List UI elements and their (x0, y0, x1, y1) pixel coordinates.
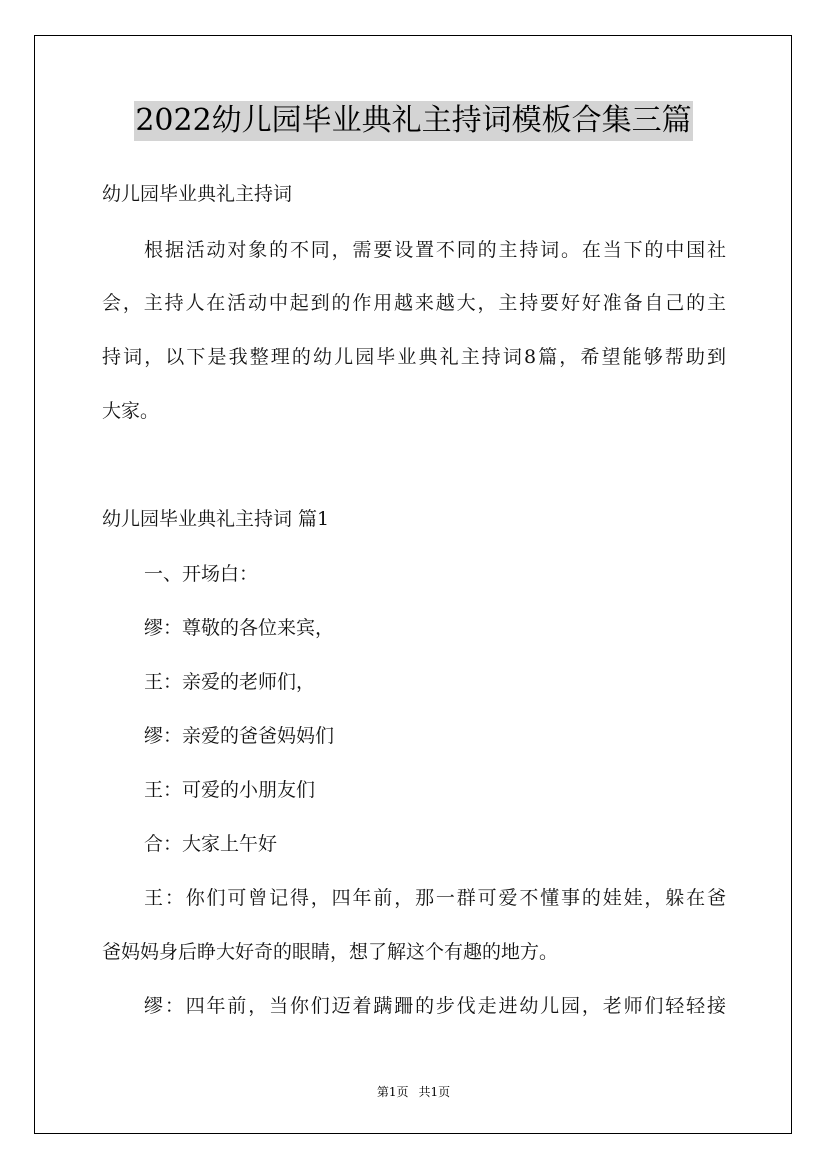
paragraph-line: 缪：尊敬的各位来宾， (144, 617, 335, 639)
paragraph-line: 王：你们可曾记得，四年前，那一群可爱不懂事的娃娃，躲在爸 (144, 887, 726, 909)
paragraph-line: 合：大家上午好 (144, 833, 278, 855)
section-heading: 幼儿园毕业典礼主持词 (102, 183, 293, 205)
paragraph-line: 王：亲爱的老师们， (144, 671, 316, 693)
paragraph-line: 会，主持人在活动中起到的作用越来越大，主持要好好准备自己的主 (102, 292, 726, 314)
title-wrap (0, 101, 827, 141)
page-total: 共1页 (418, 1085, 451, 1099)
paragraph-line: 一、开场白： (144, 563, 259, 585)
paragraph-line: 缪：亲爱的爸爸妈妈们 (144, 725, 335, 747)
paragraph-line: 缪：四年前，当你们迈着蹒跚的步伐走进幼儿园，老师们轻轻接 (144, 995, 726, 1017)
document-title: 2022幼儿园毕业典礼主持词模板合集三篇 (134, 101, 692, 141)
paragraph-line: 持词，以下是我整理的幼儿园毕业典礼主持词8篇，希望能够帮助到 (102, 346, 726, 368)
section-heading: 幼儿园毕业典礼主持词 篇1 (102, 508, 330, 530)
page-number: 第1页 (376, 1085, 409, 1099)
paragraph-line: 大家。 (102, 400, 160, 422)
paragraph-line: 王：可爱的小朋友们 (144, 779, 316, 801)
page-footer (0, 1083, 827, 1100)
paragraph-line: 根据活动对象的不同，需要设置不同的主持词。在当下的中国社 (144, 239, 726, 261)
paragraph-line: 爸妈妈身后睁大好奇的眼睛，想了解这个有趣的地方。 (102, 941, 559, 963)
